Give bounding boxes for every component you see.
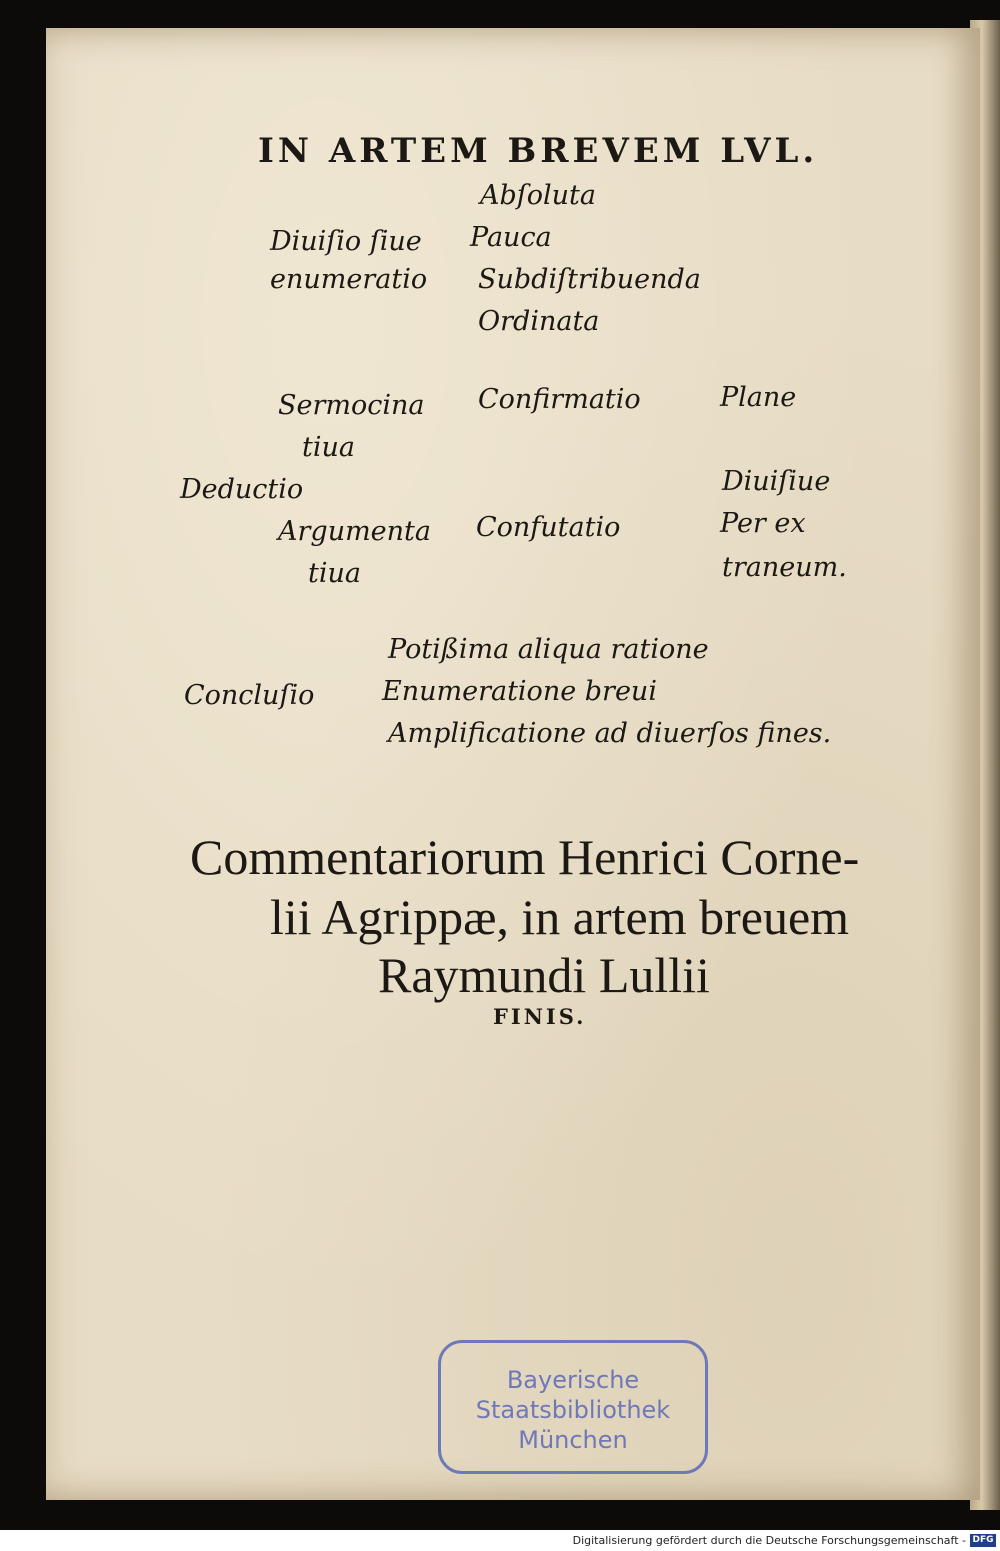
library-stamp bbox=[438, 1340, 708, 1474]
conclusio-label: Concluſio bbox=[184, 680, 315, 711]
confirmatio: Confirmatio bbox=[478, 384, 641, 415]
divisio-label-line1: Diuiſio ſiue bbox=[270, 226, 422, 257]
conclusio-item: Potißima aliqua ratione bbox=[388, 634, 709, 665]
argumentatiua-line1: Argumenta bbox=[278, 516, 431, 547]
divisio-item: Abſoluta bbox=[480, 180, 597, 211]
divisio-item: Subdiſtribuenda bbox=[478, 264, 701, 295]
colophon-line2: lii Agrippæ, in artem breuem bbox=[270, 889, 850, 945]
perextraneum-line1: Per ex bbox=[720, 508, 806, 539]
divisio-label-line2: enumeratio bbox=[270, 264, 428, 295]
deductio-label: Deductio bbox=[180, 474, 304, 505]
divisio-item: Ordinata bbox=[478, 306, 600, 337]
colophon-line3: Raymundi Lullii bbox=[378, 947, 710, 1003]
plane: Plane bbox=[720, 382, 797, 413]
diuisiue: Diuiſiue bbox=[722, 466, 831, 497]
dfg-logo-icon: DFG bbox=[970, 1534, 996, 1547]
perextraneum-line2: traneum. bbox=[722, 552, 847, 583]
divisio-item: Pauca bbox=[470, 222, 552, 253]
footer-text: Digitalisierung gefördert durch die Deutsche Forschungsgemeinschaft - bbox=[572, 1534, 966, 1547]
conclusio-item: Amplificatione ad diuerſos fines. bbox=[388, 718, 832, 749]
stamp-line1: Bayerische bbox=[506, 1366, 640, 1394]
colophon-line1: Commentariorum Henrici Corne- bbox=[190, 829, 860, 885]
sermocinatiua-line1: Sermocina bbox=[278, 390, 425, 421]
stamp-line3: München bbox=[518, 1426, 628, 1454]
sermocinatiua-line2: tiua bbox=[302, 432, 355, 463]
stamp-line2: Staatsbibliothek bbox=[475, 1396, 671, 1424]
confutatio: Confutatio bbox=[476, 512, 621, 543]
finis: FINIS. bbox=[493, 1004, 587, 1029]
argumentatiua-line2: tiua bbox=[308, 558, 361, 589]
footer-bar bbox=[0, 1530, 1000, 1551]
conclusio-item: Enumeratione breui bbox=[382, 676, 657, 707]
running-title: IN ARTEM BREVEM LVL. bbox=[258, 131, 819, 171]
